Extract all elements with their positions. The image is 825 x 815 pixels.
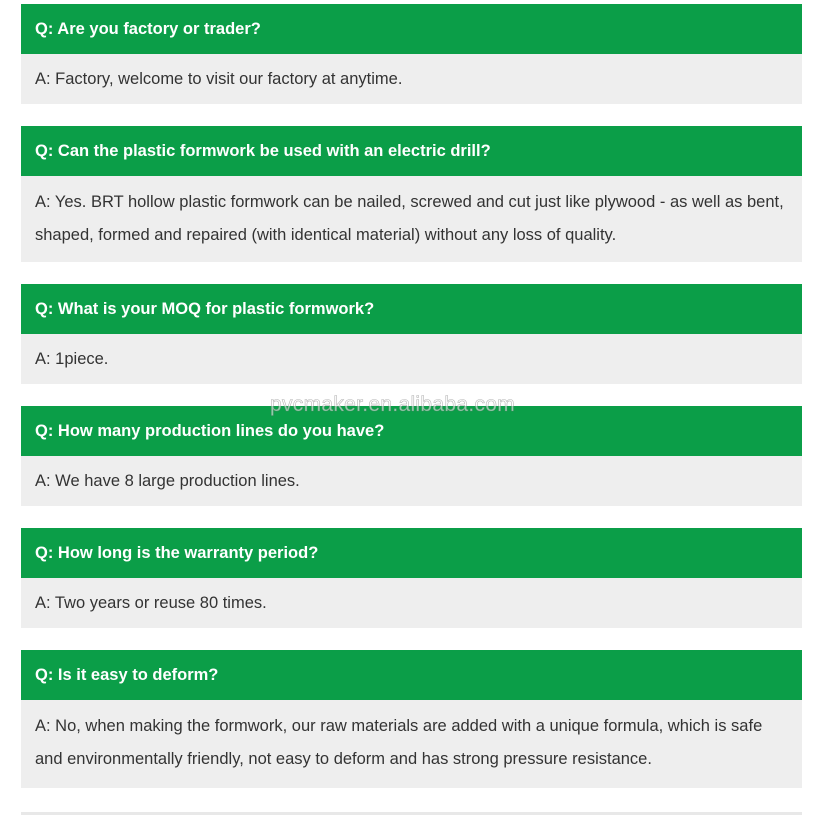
faq-item bbox=[21, 284, 802, 384]
faq-question: Q: How long is the warranty period? bbox=[21, 528, 802, 578]
faq-answer: A: Two years or reuse 80 times. bbox=[21, 578, 802, 628]
faq-list bbox=[21, 4, 802, 810]
faq-item bbox=[21, 4, 802, 104]
faq-question: Q: What is your MOQ for plastic formwork? bbox=[21, 284, 802, 334]
faq-item bbox=[21, 528, 802, 628]
faq-question: Q: Is it easy to deform? bbox=[21, 650, 802, 700]
faq-answer: A: Yes. BRT hollow plastic formwork can be nailed, screwed and cut just like plywood - as well as bent, shaped, formed and repaired (with identical material) without any loss of quality. bbox=[21, 176, 802, 262]
watermark: pvcmaker.en.alibaba.com bbox=[270, 393, 516, 416]
faq-question: Q: How many production lines do you have? bbox=[21, 406, 802, 456]
faq-question: Q: Can the plastic formwork be used with an electric drill? bbox=[21, 126, 802, 176]
faq-item bbox=[21, 650, 802, 788]
faq-answer: A: We have 8 large production lines. bbox=[21, 456, 802, 506]
faq-answer: A: 1piece. bbox=[21, 334, 802, 384]
faq-item bbox=[21, 406, 802, 506]
faq-item bbox=[21, 126, 802, 262]
faq-answer: A: No, when making the formwork, our raw materials are added with a unique formula, which is safe and environmentally friendly, not easy to deform and has strong pressure resistance. bbox=[21, 700, 802, 788]
faq-answer: A: Factory, welcome to visit our factory at anytime. bbox=[21, 54, 802, 104]
faq-question: Q: Are you factory or trader? bbox=[21, 4, 802, 54]
